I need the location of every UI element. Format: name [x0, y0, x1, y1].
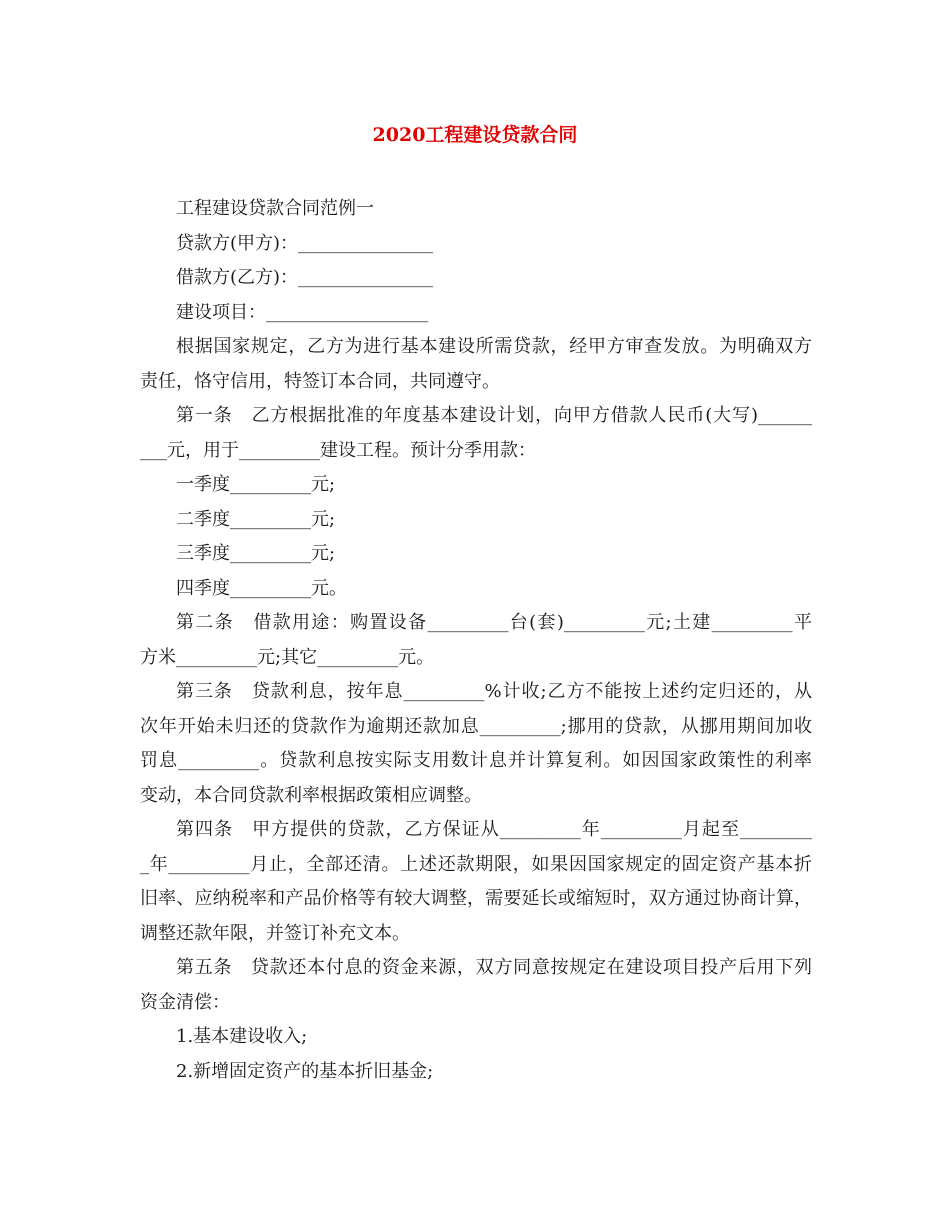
text-line: 根据国家规定，乙方为进行基本建设所需贷款，经甲方审查发放。为明确双方: [176, 336, 812, 357]
text-line: 变动，本合同贷款利率根据政策相应调整。: [140, 784, 482, 806]
text-line: 第三条 贷款利息，按年息_________%计收;乙方不能按上述约定归还的，从: [176, 681, 812, 702]
text-line: 二季度_________元;: [176, 508, 336, 530]
text-line: 第二条 借款用途：购置设备_________台(套)_________元;土建_________平: [176, 612, 812, 633]
text-line: 次年开始未归还的贷款作为逾期还款加息_________;挪用的贷款，从挪用期间加收: [140, 715, 812, 737]
text-line: 旧率、应纳税率和产品价格等有较大调整，需要延长或缩短时，双方通过协商计算，: [140, 888, 812, 909]
text-line: 调整还款年限，并签订补充文本。: [140, 922, 410, 944]
text-line: 责任，恪守信用，特签订本合同，共同遵守。: [140, 370, 500, 392]
text-line: 三季度_________元;: [176, 543, 336, 564]
text-line: 资金清偿：: [140, 991, 230, 1013]
text-line: 四季度_________元。: [176, 577, 347, 599]
document-title: 2020工程建设贷款合同: [372, 124, 578, 146]
text-line: 第一条 乙方根据批准的年度基本建设计划，向甲方借款人民币(大写)______: [176, 405, 812, 426]
text-line: 借款方(乙方)：_______________: [176, 267, 434, 288]
text-line: 1.基本建设收入;: [176, 1026, 308, 1047]
document-body: [140, 192, 812, 1089]
text-line: 第五条 贷款还本付息的资金来源，双方同意按规定在建设项目投产后用下列: [176, 957, 812, 978]
text-line: 工程建设贷款合同范例一: [176, 198, 374, 219]
text-line: 第四条 甲方提供的贷款，乙方保证从_________年_________月起至________: [176, 819, 812, 840]
text-line: 建设项目：__________________: [176, 301, 428, 323]
text-line: 2.新增固定资产的基本折旧基金;: [176, 1060, 434, 1082]
text-line: ___元，用于_________建设工程。预计分季用款：: [140, 439, 536, 461]
text-line: 方米_________元;其它_________元。: [140, 646, 435, 668]
text-line: 贷款方(甲方)：_______________: [176, 232, 434, 254]
text-line: 罚息_________。贷款利息按实际支用数计息并计算复利。如因国家政策性的利率: [140, 750, 812, 771]
text-line: _年_________月止，全部还清。上述还款期限，如果因国家规定的固定资产基本折: [140, 853, 812, 875]
text-line: 一季度_________元;: [176, 474, 336, 495]
